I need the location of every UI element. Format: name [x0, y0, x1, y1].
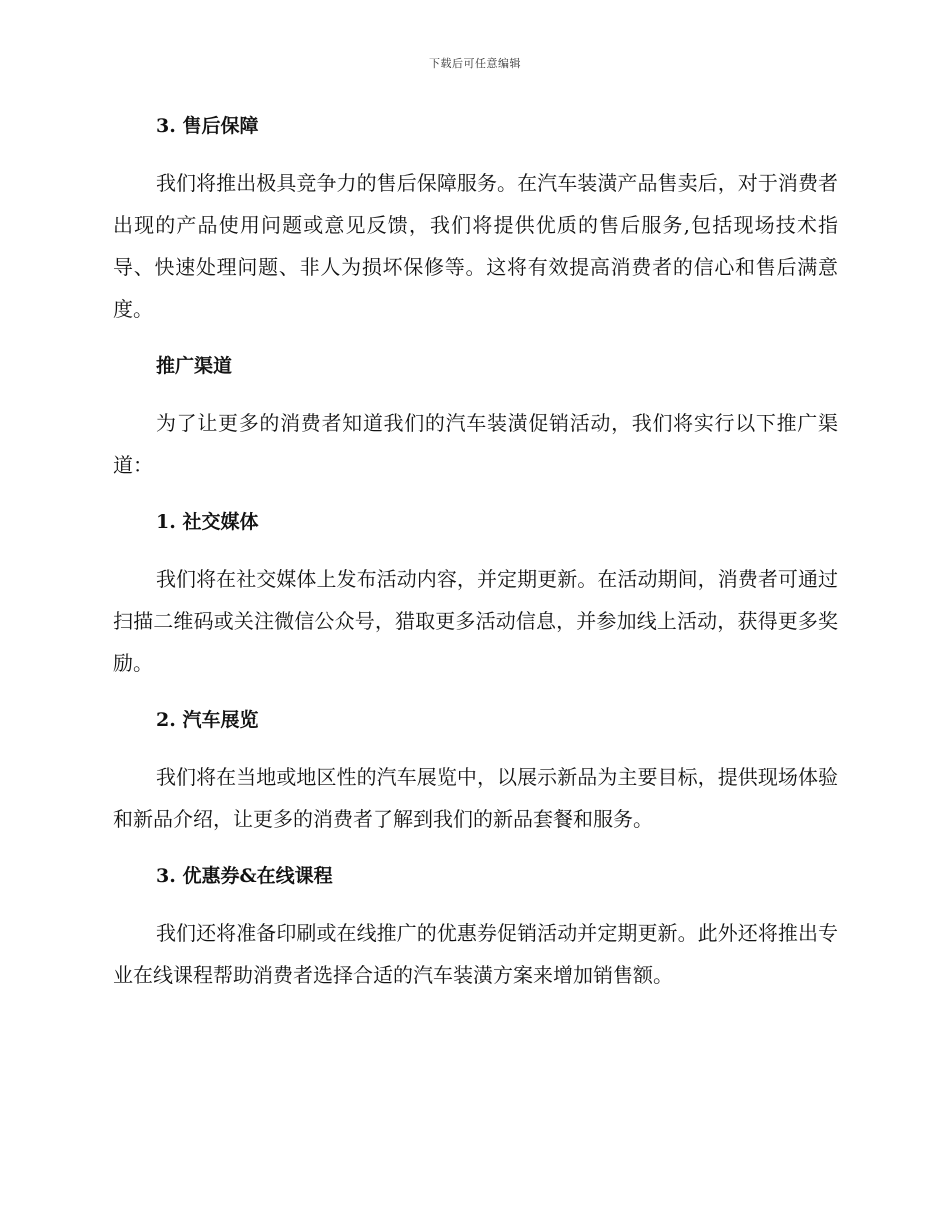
section-heading-after-sales: 3. 售后保障: [156, 115, 259, 137]
section-heading-promotion-channels: 推广渠道: [156, 355, 233, 377]
section-heading-auto-show: 2. 汽车展览: [156, 709, 259, 731]
paragraph-after-sales: 我们将推出极具竞争力的售后保障服务。在汽车装潢产品售卖后，对于消费者出现的产品使用问题或意见反馈，我们将提供优质的售后服务,包括现场技术指导、快速处理问题、非人为损坏保修等。这将有效提高消费者的信心和售后满意度。: [113, 171, 838, 321]
paragraph-auto-show: 我们将在当地或地区性的汽车展览中，以展示新品为主要目标，提供现场体验和新品介绍，让更多的消费者了解到我们的新品套餐和服务。: [113, 765, 838, 831]
paragraph-social-media: 我们将在社交媒体上发布活动内容，并定期更新。在活动期间，消费者可通过扫描二维码或关注微信公众号，猎取更多活动信息，并参加线上活动，获得更多奖励。: [113, 567, 838, 675]
paragraph-coupons-courses: 我们还将准备印刷或在线推广的优惠券促销活动并定期更新。此外还将推出专业在线课程帮助消费者选择合适的汽车装潢方案来增加销售额。: [113, 921, 838, 987]
document-body: [113, 108, 838, 1014]
page-header: 下载后可任意编辑: [429, 57, 521, 70]
section-heading-social-media: 1. 社交媒体: [156, 511, 259, 533]
section-heading-coupons-courses: 3. 优惠券&在线课程: [156, 865, 333, 887]
paragraph-promotion-channels: 为了让更多的消费者知道我们的汽车装潢促销活动，我们将实行以下推广渠道：: [113, 411, 838, 477]
